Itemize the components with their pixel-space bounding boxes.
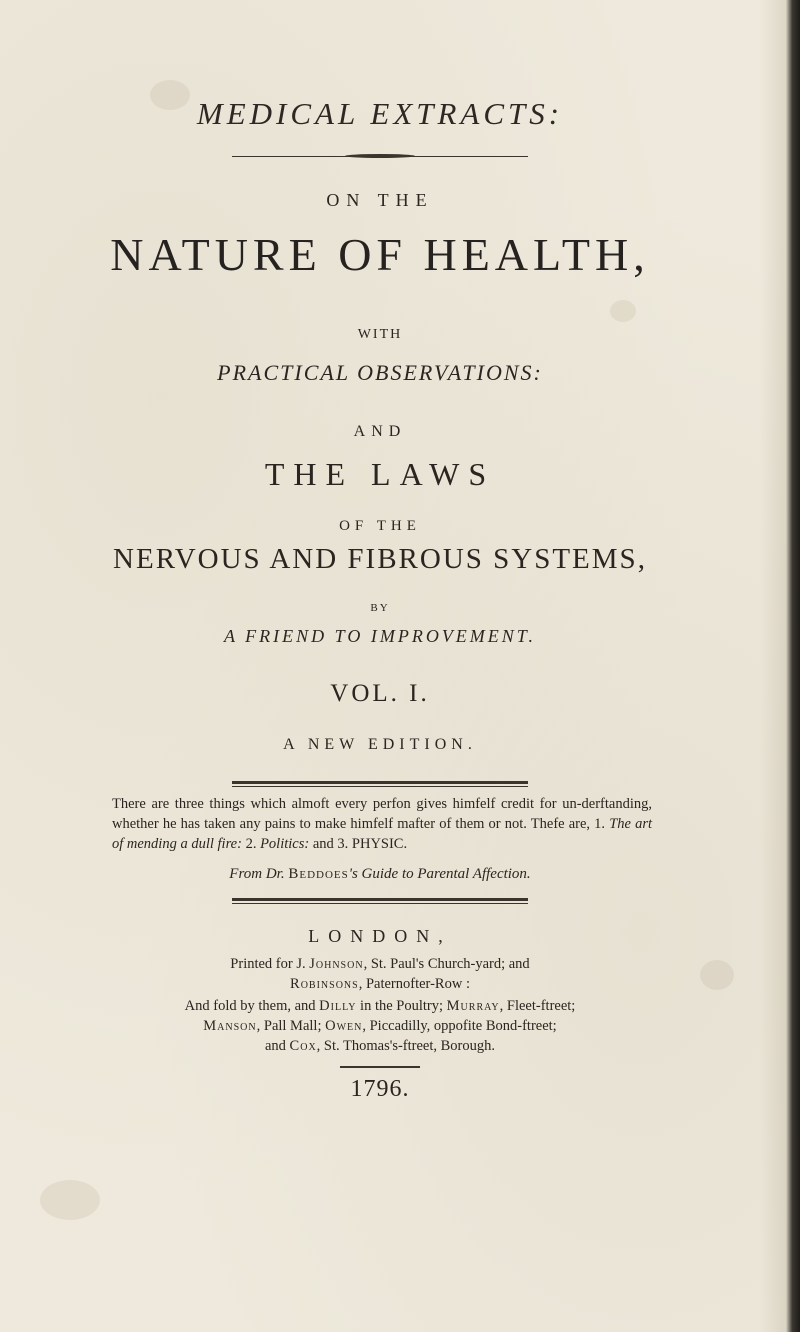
edition-text: A NEW EDITION. [283, 736, 477, 753]
epigraph-item-2: Politics: [260, 836, 310, 852]
source-prefix: From Dr. [229, 866, 289, 882]
divider-top [232, 781, 528, 784]
on-the-text: ON THE [326, 190, 434, 210]
divider-bottom-thin [232, 903, 528, 904]
bookseller-name: Dilly [319, 998, 357, 1014]
header-title: MEDICAL EXTRACTS: [196, 96, 564, 131]
publication-year: 1796. [350, 1076, 410, 1102]
imprint-text: And fold by them, and [184, 998, 320, 1014]
epigraph-item-1: The art of mending a dull fire: [112, 816, 652, 852]
divider-bottom [232, 898, 528, 901]
bookseller-name: Manson [203, 1018, 257, 1034]
subtitle-laws: THE LAWS [264, 456, 496, 492]
of-the-text: OF THE [339, 518, 421, 534]
by-text: BY [370, 602, 390, 614]
bookseller-name: Murray [446, 998, 500, 1014]
main-title: NATURE OF HEALTH, [110, 229, 650, 280]
imprint-text: , St. Paul's Church-yard; and [363, 956, 530, 972]
paper-stain [40, 1180, 100, 1220]
bookseller-name: Owen [325, 1018, 363, 1034]
imprint-city: LONDON, [308, 926, 452, 946]
paper-stain [610, 300, 636, 322]
author-line: A FRIEND TO IMPROVEMENT. [224, 626, 536, 646]
imprint-text: Printed for J. [230, 956, 310, 972]
with-text: WITH [357, 327, 403, 342]
bookseller-name: Cox [289, 1038, 317, 1054]
imprint-line-4 [0, 1018, 760, 1035]
and-text: AND [353, 423, 407, 440]
imprint-text: , Pall Mall; [256, 1018, 326, 1034]
imprint-line-2 [0, 976, 760, 993]
volume-number: VOL. I. [330, 680, 430, 707]
ornament-center [345, 154, 415, 158]
imprint-line-3 [0, 998, 760, 1015]
imprint-text: , St. Thomas's-ftreet, Borough. [316, 1038, 496, 1054]
divider-top-thin [232, 786, 528, 787]
imprint-text: , Piccadilly, oppofite Bond-ftreet; [362, 1018, 557, 1034]
source-suffix: 's Guide to Parental Affection. [348, 866, 531, 882]
imprint-line-5 [0, 1038, 760, 1055]
publisher-name: Robinsons [290, 976, 359, 992]
epigraph-text: There are three things which almoft every perfon gives himfelf credit for un-derftanding, whether he has taken any pains to make himfelf mafter of them or not. Thefe are, 1. [112, 796, 652, 832]
subtitle-systems: NERVOUS AND FIBROUS SYSTEMS, [113, 543, 647, 575]
year-rule [340, 1066, 420, 1068]
imprint-line-1 [0, 956, 760, 973]
epigraph-source [0, 866, 760, 883]
subtitle-observations: PRACTICAL OBSERVATIONS: [217, 360, 543, 385]
imprint-text: , Paternofter-Row : [358, 976, 470, 992]
epigraph-sep: 2. [241, 836, 261, 852]
book-edge [786, 0, 800, 1332]
imprint-text: in the Poultry; [356, 998, 447, 1014]
publisher-name: Johnson [309, 956, 364, 972]
imprint-text: and [264, 1038, 290, 1054]
epigraph-end: and 3. PHYSIC. [309, 836, 408, 852]
imprint-text: , Fleet-ftreet; [499, 998, 576, 1014]
page-shadow [760, 0, 786, 1332]
source-author: Beddoes [288, 866, 349, 882]
epigraph [112, 794, 652, 854]
